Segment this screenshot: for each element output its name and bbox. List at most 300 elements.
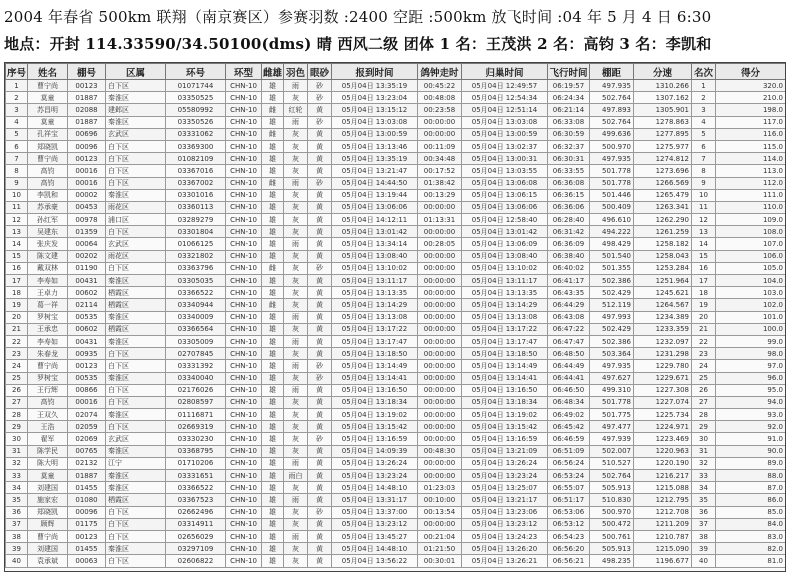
table-cell: 18 [6,287,28,299]
table-cell: 雄 [262,238,284,250]
table-cell: 玄武区 [106,238,166,250]
table-cell: 00:30:01 [418,555,462,567]
table-cell: 05月04日 13:16:59 [462,433,548,445]
table-cell: 320.0 [716,80,786,92]
table-cell: 白下区 [106,396,166,408]
table-cell: 1275.977 [634,140,692,152]
table-cell: 红轮 [284,104,308,116]
table-cell: 501.355 [590,262,634,274]
table-cell: 05月04日 13:00:59 [332,128,418,140]
table-row [6,470,786,482]
table-cell: 顾辉 [28,518,68,530]
table-cell: 1210.787 [634,530,692,542]
table-row [6,311,786,323]
table-cell: 03367016 [166,165,226,177]
table-cell: 03363796 [166,262,226,274]
table-row [6,153,786,165]
table-cell: 05月04日 13:35:19 [332,80,418,92]
table-cell: 1258.043 [634,250,692,262]
table-cell: 雨 [284,457,308,469]
table-cell: 00:17:52 [418,165,462,177]
table-cell: 雄 [262,445,284,457]
table-cell: 05月04日 13:19:02 [332,409,418,421]
table-row [6,250,786,262]
table-row [6,506,786,518]
table-cell: 00016 [68,165,106,177]
table-cell: 05月04日 13:01:42 [462,226,548,238]
table-cell: 陈文建 [28,250,68,262]
table-cell: 502.429 [590,323,634,335]
table-cell: 孔祥宝 [28,128,68,140]
table-cell: 00765 [68,445,106,457]
table-cell: 06:55:07 [548,482,590,494]
table-cell: 05月04日 13:13:08 [462,311,548,323]
table-cell: 103.0 [716,287,786,299]
table-row [6,80,786,92]
table-cell: CHN-10 [226,372,262,384]
table-cell: 35 [6,494,28,506]
table-cell: 03331651 [166,470,226,482]
table-cell: 03331062 [166,128,226,140]
table-cell: CHN-10 [226,555,262,567]
table-cell: 白下区 [106,262,166,274]
table-cell: 01175 [68,518,106,530]
table-cell: 03314911 [166,518,226,530]
table-cell: 雄 [262,433,284,445]
table-cell: 雄 [262,360,284,372]
table-row [6,165,786,177]
table-cell: CHN-10 [226,116,262,128]
table-cell: 117.0 [716,116,786,128]
table-cell: 高钧 [28,396,68,408]
table-cell: 灰 [284,299,308,311]
table-cell: 秦淮区 [106,92,166,104]
table-cell: 21 [692,323,716,335]
table-cell: 05月04日 14:12:11 [332,214,418,226]
table-cell: 102.0 [716,299,786,311]
table-cell: 00:00:00 [418,470,462,482]
table-cell: CHN-10 [226,275,262,287]
table-cell: 02132 [68,457,106,469]
title-line: 2004 年春省 500km 联翔（南京赛区）参赛羽数 :2400 空距 :500km 放飞时间 :04 年 5 月 4 日 6:30 [4,8,712,26]
table-cell: 03305035 [166,275,226,287]
table-cell: 106.0 [716,250,786,262]
table-cell: 13 [6,226,28,238]
table-cell: 501.778 [590,165,634,177]
table-cell: 00002 [68,189,106,201]
table-cell: 灰 [284,555,308,567]
table-cell: 1229.671 [634,372,692,384]
table-cell: 1196.677 [634,555,692,567]
table-cell: CHN-10 [226,396,262,408]
table-cell: CHN-10 [226,482,262,494]
table-cell: 06:41:17 [548,275,590,287]
table-cell: 06:43:08 [548,311,590,323]
table-cell: 浦口区 [106,214,166,226]
table-row [6,555,786,567]
table-cell: 1233.359 [634,323,692,335]
table-cell: 曹宁尚 [28,530,68,542]
table-cell: 00:00:00 [418,299,462,311]
table-cell: 03330230 [166,433,226,445]
table-cell: 501.778 [590,396,634,408]
table-cell: 06:31:42 [548,226,590,238]
table-cell: 雨花区 [106,201,166,213]
table-cell: 05月04日 13:23:12 [332,518,418,530]
table-cell: 雨 [284,384,308,396]
table-cell: 06:48:50 [548,348,590,360]
table-cell: 05月04日 13:21:09 [462,445,548,457]
table-cell: 00:00:00 [418,384,462,396]
table-cell: 05月04日 13:10:02 [462,262,548,274]
table-cell: 15 [6,250,28,262]
table-cell: 高钧 [28,165,68,177]
table-row [6,335,786,347]
table-row [6,409,786,421]
table-cell: 雨 [284,494,308,506]
table-cell: 05月04日 13:02:37 [462,140,548,152]
table-cell: 雄 [262,275,284,287]
table-cell: 02059 [68,421,106,433]
table-cell: 05月04日 12:58:40 [462,214,548,226]
table-cell: 05月04日 13:21:47 [332,165,418,177]
table-cell: 孙红军 [28,214,68,226]
table-cell: 83.0 [716,530,786,542]
table-cell: 1227.074 [634,396,692,408]
table-cell: 1234.389 [634,311,692,323]
table-cell: 00935 [68,348,106,360]
table-cell: CHN-10 [226,311,262,323]
table-cell: 00:48:30 [418,445,462,457]
table-cell: 1225.734 [634,409,692,421]
table-cell: 95.0 [716,384,786,396]
table-cell: 05月04日 13:18:34 [332,396,418,408]
table-cell: 39 [692,543,716,555]
column-header: 归巢时间 [462,64,548,80]
table-cell: 90.0 [716,445,786,457]
table-cell: 秦淮区 [106,482,166,494]
table-cell: 02656029 [166,530,226,542]
table-cell: 00202 [68,250,106,262]
table-cell: 500.409 [590,201,634,213]
table-cell: 06:44:41 [548,372,590,384]
table-cell: CHN-10 [226,287,262,299]
table-cell: 502.764 [590,116,634,128]
table-cell: 03360113 [166,201,226,213]
table-cell: 510.830 [590,494,634,506]
scanned-results-table [4,62,786,572]
table-cell: 12 [6,214,28,226]
table-cell: 15 [692,250,716,262]
table-cell: 01116871 [166,409,226,421]
table-cell: 灰 [284,153,308,165]
table-cell: 34 [692,482,716,494]
table-cell: 雄 [262,214,284,226]
table-cell: 砂 [308,506,332,518]
table-cell: 02114 [68,299,106,311]
table-row [6,372,786,384]
table-cell: 雄 [262,555,284,567]
table-cell: 05月04日 13:15:42 [462,421,548,433]
table-cell: 00866 [68,384,106,396]
table-cell: 1223.469 [634,433,692,445]
table-cell: 黄 [308,384,332,396]
table-cell: 秦淮区 [106,372,166,384]
table-cell: 黄 [308,445,332,457]
table-cell: 01:21:50 [418,543,462,555]
table-cell: 210.0 [716,92,786,104]
table-cell: 05月04日 13:06:06 [332,201,418,213]
table-cell: CHN-10 [226,201,262,213]
table-cell: 110.0 [716,201,786,213]
table-cell: 84.0 [716,518,786,530]
table-cell: 11 [692,201,716,213]
table-cell: 1232.097 [634,335,692,347]
table-cell: 497.935 [590,153,634,165]
table-cell: 38 [6,530,28,542]
table-row [6,360,786,372]
table-cell: 1305.901 [634,104,692,116]
column-header: 棚距 [590,64,634,80]
table-cell: 05月04日 13:16:50 [462,384,548,396]
table-cell: 06:51:09 [548,445,590,457]
subtitle-line: 地点：开封 114.33590/34.50100(dms) 晴 西风二级 团体 1 名：王茂洪 2 名：高钧 3 名：李凯和 [4,35,712,53]
column-header: 名次 [692,64,716,80]
table-cell: 501.540 [590,250,634,262]
table-cell: 05月04日 13:26:21 [462,555,548,567]
table-cell: 00:11:09 [418,140,462,152]
table-cell: CHN-10 [226,433,262,445]
column-header: 鸽钟走时 [418,64,462,80]
table-cell: 1274.812 [634,153,692,165]
table-cell: 白下区 [106,348,166,360]
table-cell: 秦淮区 [106,335,166,347]
table-cell: 3 [692,104,716,116]
table-cell: 05月04日 13:14:29 [332,299,418,311]
table-cell: CHN-10 [226,104,262,116]
table-cell: 00602 [68,287,106,299]
table-cell: 1231.298 [634,348,692,360]
table-cell: 00096 [68,506,106,518]
table-cell: 23 [6,348,28,360]
table-cell: 05月04日 13:14:49 [462,360,548,372]
table-cell: 00:00:00 [418,275,462,287]
table-cell: 1265.479 [634,189,692,201]
table-cell: 莫童 [28,470,68,482]
table-cell: CHN-10 [226,189,262,201]
table-cell: 雄 [262,494,284,506]
table-cell: CHN-10 [226,421,262,433]
table-row [6,543,786,555]
table-cell: 栖霞区 [106,287,166,299]
table-cell: 雨 [284,360,308,372]
table-cell: 40 [692,555,716,567]
table-cell: 曹宁尚 [28,360,68,372]
table-cell: 03340944 [166,299,226,311]
table-cell: CHN-10 [226,457,262,469]
table-cell: 秦淮区 [106,116,166,128]
table-cell: 03366522 [166,482,226,494]
table-cell: 王浩 [28,421,68,433]
table-cell: 05月04日 13:14:41 [332,372,418,384]
table-cell: 500.761 [590,530,634,542]
table-row [6,262,786,274]
table-cell: CHN-10 [226,153,262,165]
table-cell: 01359 [68,226,106,238]
table-cell: 00:48:08 [418,92,462,104]
table-cell: 05月04日 13:03:55 [462,165,548,177]
table-cell: 06:49:02 [548,409,590,421]
table-cell: 101.0 [716,311,786,323]
table-cell: 05月04日 13:03:08 [332,116,418,128]
table-cell: 16 [6,262,28,274]
table-cell: 00:00:00 [418,128,462,140]
table-cell: 砂 [308,372,332,384]
table-cell: 03305009 [166,335,226,347]
table-cell: 陈大明 [28,457,68,469]
table-cell: 玄武区 [106,433,166,445]
table-cell: 黄 [308,494,332,506]
table-cell: 06:46:50 [548,384,590,396]
table-cell: 曹宁尚 [28,80,68,92]
table-cell: 秦淮区 [106,409,166,421]
table-cell: 06:32:37 [548,140,590,152]
table-cell: 6 [6,140,28,152]
table-cell: 512.119 [590,299,634,311]
table-cell: 5 [692,128,716,140]
table-cell: 黄 [308,140,332,152]
column-header: 羽色 [284,64,308,80]
table-cell: 郑晓凯 [28,140,68,152]
table-cell: 1220.190 [634,457,692,469]
table-cell: 05月04日 14:09:39 [332,445,418,457]
table-cell: 雨 [284,238,308,250]
table-cell: 雌 [262,299,284,311]
table-cell: 雄 [262,250,284,262]
table-cell: 8 [692,165,716,177]
table-cell: 雄 [262,80,284,92]
table-cell: 黄 [308,457,332,469]
table-row [6,104,786,116]
table-cell: 雌 [262,262,284,274]
table-row [6,214,786,226]
table-cell: 雄 [262,287,284,299]
table-cell: 501.446 [590,189,634,201]
table-cell: 黄 [308,518,332,530]
table-cell: 98.0 [716,348,786,360]
table-cell: 雄 [262,396,284,408]
table-cell: 505.913 [590,482,634,494]
table-cell: 00016 [68,396,106,408]
results-table [5,63,786,568]
table-cell: 00:00:00 [418,409,462,421]
table-cell: 黄 [308,189,332,201]
table-cell: 雄 [262,543,284,555]
table-cell: 雨 [284,530,308,542]
table-cell: 00:00:00 [418,335,462,347]
table-cell: CHN-10 [226,530,262,542]
table-cell: 黄 [308,104,332,116]
table-cell: 黄 [308,396,332,408]
table-cell: 黄 [308,543,332,555]
table-cell: 雌 [262,128,284,140]
table-cell: CHN-10 [226,470,262,482]
table-cell: 00:00:00 [418,360,462,372]
table-cell: 雄 [262,506,284,518]
table-cell: 497.935 [590,360,634,372]
table-cell: 00431 [68,275,106,287]
table-cell: CHN-10 [226,518,262,530]
table-cell: 503.364 [590,348,634,360]
table-cell: 00:00:00 [418,396,462,408]
table-cell: 05月04日 13:23:24 [332,470,418,482]
table-cell: 戴双林 [28,262,68,274]
table-cell: 05月04日 13:23:12 [462,518,548,530]
table-row [6,140,786,152]
table-cell: 33 [6,470,28,482]
table-cell: 雄 [262,153,284,165]
table-cell: 06:33:55 [548,165,590,177]
table-cell: 29 [6,421,28,433]
table-cell: 雄 [262,530,284,542]
table-cell: 06:46:59 [548,433,590,445]
table-cell: 05月04日 13:16:50 [332,384,418,396]
table-cell: 05月04日 14:44:50 [332,177,418,189]
table-cell: 05月04日 13:14:29 [462,299,548,311]
table-cell: 雨 [284,116,308,128]
table-cell: 02069 [68,433,106,445]
table-cell: 06:56:24 [548,457,590,469]
table-cell: 01071744 [166,80,226,92]
table-cell: 05月04日 13:17:47 [462,335,548,347]
table-cell: 05月04日 13:14:49 [332,360,418,372]
table-cell: 14 [692,238,716,250]
table-cell: 17 [6,275,28,287]
table-cell: 99.0 [716,335,786,347]
table-cell: 灰 [284,250,308,262]
table-cell: CHN-10 [226,250,262,262]
column-header: 得分 [716,64,786,80]
table-cell: 33 [692,470,716,482]
table-cell: 29 [692,421,716,433]
table-cell: 1224.971 [634,421,692,433]
table-cell: 1216.217 [634,470,692,482]
table-cell: 1212.708 [634,506,692,518]
table-cell: 陈学民 [28,445,68,457]
table-cell: 31 [692,445,716,457]
table-cell: CHN-10 [226,140,262,152]
table-cell: 雄 [262,323,284,335]
table-cell: 05月04日 13:35:19 [332,153,418,165]
table-row [6,275,786,287]
table-cell: 88.0 [716,470,786,482]
table-cell: 黄 [308,482,332,494]
table-cell: 108.0 [716,226,786,238]
table-cell: 03366564 [166,323,226,335]
table-cell: 9 [692,177,716,189]
table-cell: 1262.290 [634,214,692,226]
table-cell: 17 [692,275,716,287]
table-cell: CHN-10 [226,409,262,421]
table-cell: 灰 [284,396,308,408]
table-cell: 36 [692,506,716,518]
table-cell: 1229.780 [634,360,692,372]
table-cell: 109.0 [716,214,786,226]
table-cell: 00096 [68,140,106,152]
table-cell: 28 [692,409,716,421]
table-cell: 00453 [68,201,106,213]
table-cell: 06:30:59 [548,128,590,140]
